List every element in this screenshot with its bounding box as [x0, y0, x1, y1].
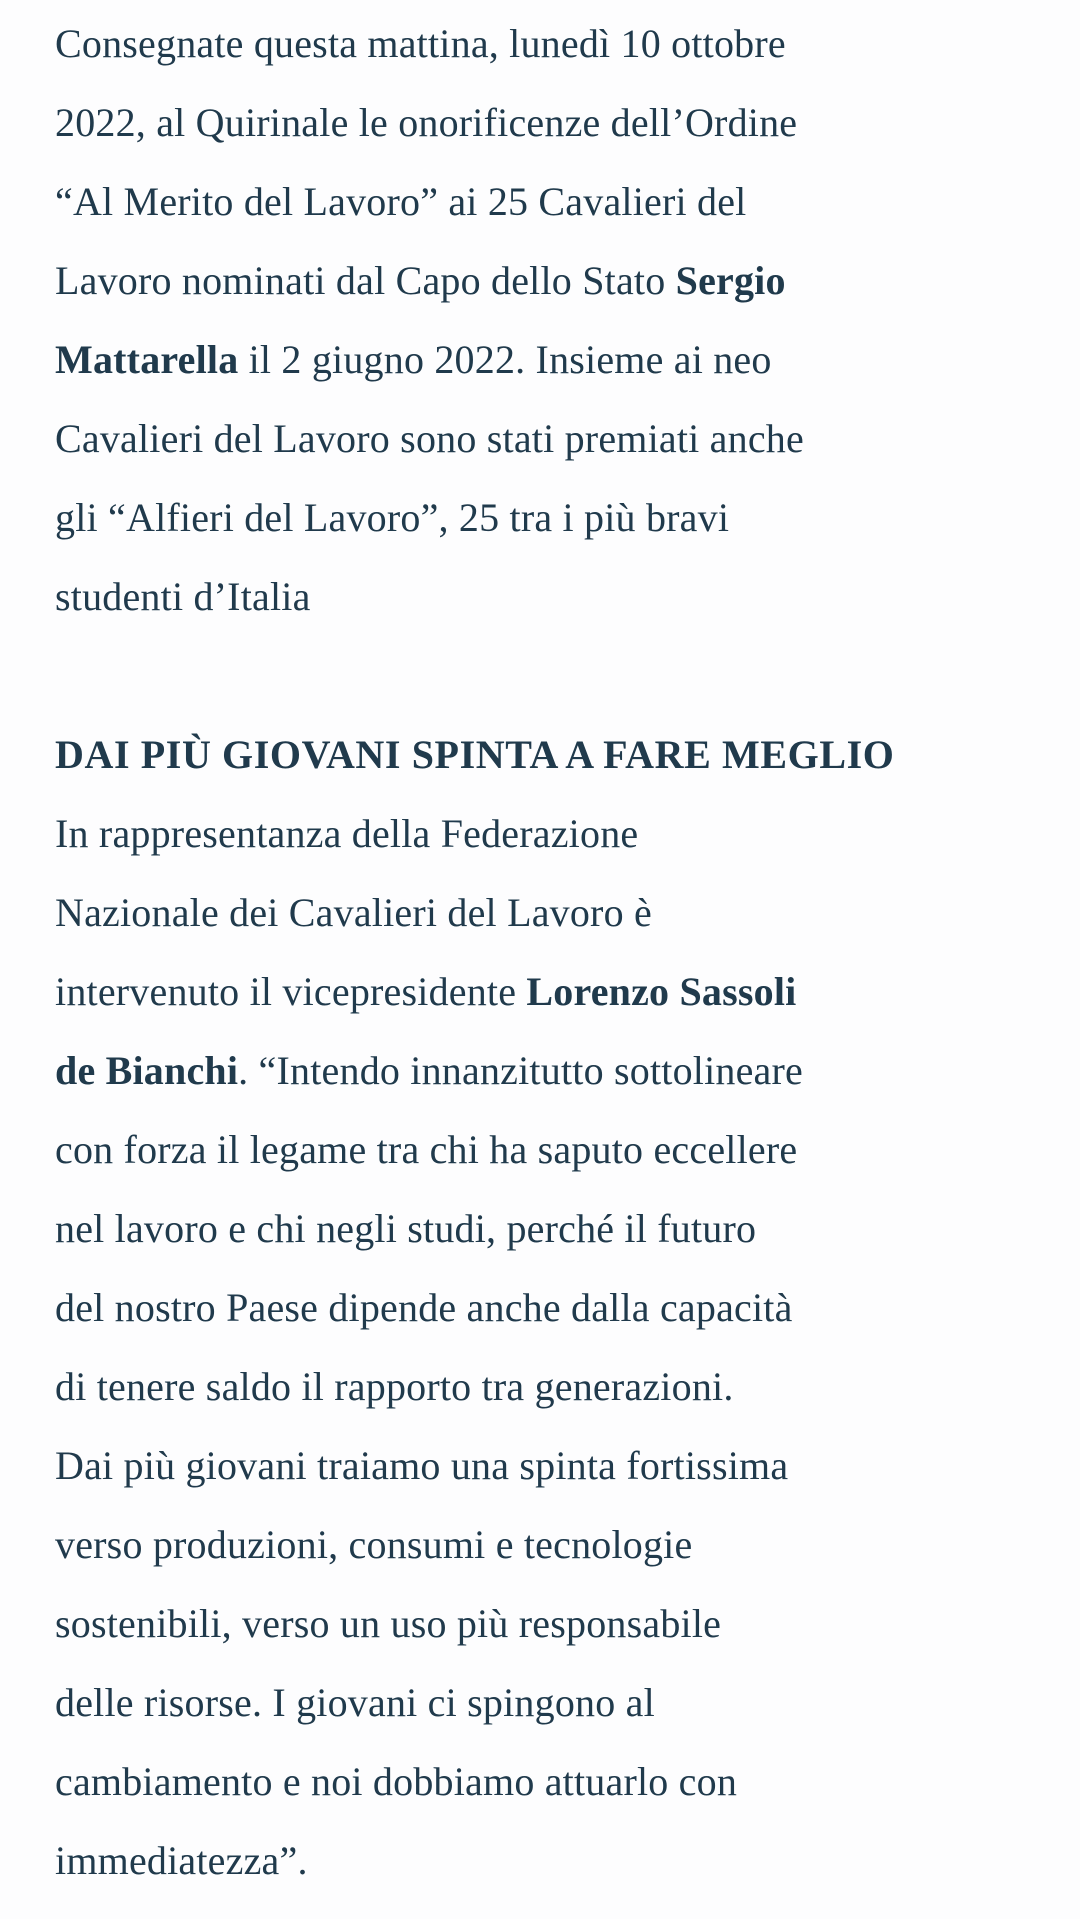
text-segment: con forza il legame tra chi ha saputo eccellere: [55, 1127, 798, 1172]
person-name-segment: Sergio: [675, 258, 786, 303]
text-segment: Dai più giovani traiamo una spinta fortissima: [55, 1443, 789, 1488]
section-heading-text: DAI PIÙ GIOVANI SPINTA A FARE MEGLIO: [55, 732, 895, 777]
text-segment: cambiamento e noi dobbiamo attuarlo con: [55, 1759, 738, 1804]
paragraph-line: [55, 4, 1040, 83]
paragraph-line: [55, 1663, 1040, 1742]
text-segment: intervenuto il vicepresidente: [55, 969, 527, 1014]
paragraph-line: [55, 1505, 1040, 1584]
text-segment: Consegnate questa mattina, lunedì 10 ottobre: [55, 21, 786, 66]
intro-paragraph: [55, 4, 1040, 636]
paragraph-line: [55, 1426, 1040, 1505]
paragraph-line: [55, 320, 1040, 399]
paragraph-line: [55, 241, 1040, 320]
text-segment: nel lavoro e chi negli studi, perché il futuro: [55, 1206, 757, 1251]
body-paragraph: [55, 715, 1040, 1900]
paragraph-line: [55, 1584, 1040, 1663]
text-segment: immediatezza”.: [55, 1838, 308, 1883]
person-name-segment: de Bianchi: [55, 1048, 239, 1093]
text-segment: Lavoro nominati dal Capo dello Stato: [55, 258, 676, 303]
paragraph-line: [55, 873, 1040, 952]
text-segment: Cavalieri del Lavoro sono stati premiati anche: [55, 416, 804, 461]
text-segment: studenti d’Italia: [55, 574, 311, 619]
text-segment: In rappresentanza della Federazione: [55, 811, 639, 856]
text-segment: . “Intendo innanzitutto sottolineare: [238, 1048, 803, 1093]
text-segment: di tenere saldo il rapporto tra generazioni.: [55, 1364, 734, 1409]
paragraph-line: [55, 1189, 1040, 1268]
text-segment: 2022, al Quirinale le onorificenze dell’Ordine: [55, 100, 798, 145]
section-heading: [55, 715, 1040, 794]
paragraph-line: [55, 1268, 1040, 1347]
paragraph-line: [55, 1347, 1040, 1426]
text-segment: delle risorse. I giovani ci spingono al: [55, 1680, 655, 1725]
text-segment: gli “Alfieri del Lavoro”, 25 tra i più bravi: [55, 495, 730, 540]
text-segment: “Al Merito del Lavoro” ai 25 Cavalieri del: [55, 179, 747, 224]
paragraph-line: [55, 1742, 1040, 1821]
paragraph-line: [55, 478, 1040, 557]
paragraph-line: [55, 952, 1040, 1031]
text-segment: Nazionale dei Cavalieri del Lavoro è: [55, 890, 652, 935]
person-name-segment: Mattarella: [55, 337, 239, 382]
person-name-segment: Lorenzo Sassoli: [526, 969, 797, 1014]
paragraph-line: [55, 83, 1040, 162]
text-segment: verso produzioni, consumi e tecnologie: [55, 1522, 693, 1567]
paragraph-line: [55, 162, 1040, 241]
paragraph-line: [55, 557, 1040, 636]
paragraph-line: [55, 399, 1040, 478]
paragraph-line: [55, 1821, 1040, 1900]
text-segment: del nostro Paese dipende anche dalla capacità: [55, 1285, 793, 1330]
text-segment: sostenibili, verso un uso più responsabile: [55, 1601, 722, 1646]
paragraph-line: [55, 794, 1040, 873]
paragraph-line: [55, 1110, 1040, 1189]
paragraph-line: [55, 1031, 1040, 1110]
text-segment: il 2 giugno 2022. Insieme ai neo: [238, 337, 772, 382]
